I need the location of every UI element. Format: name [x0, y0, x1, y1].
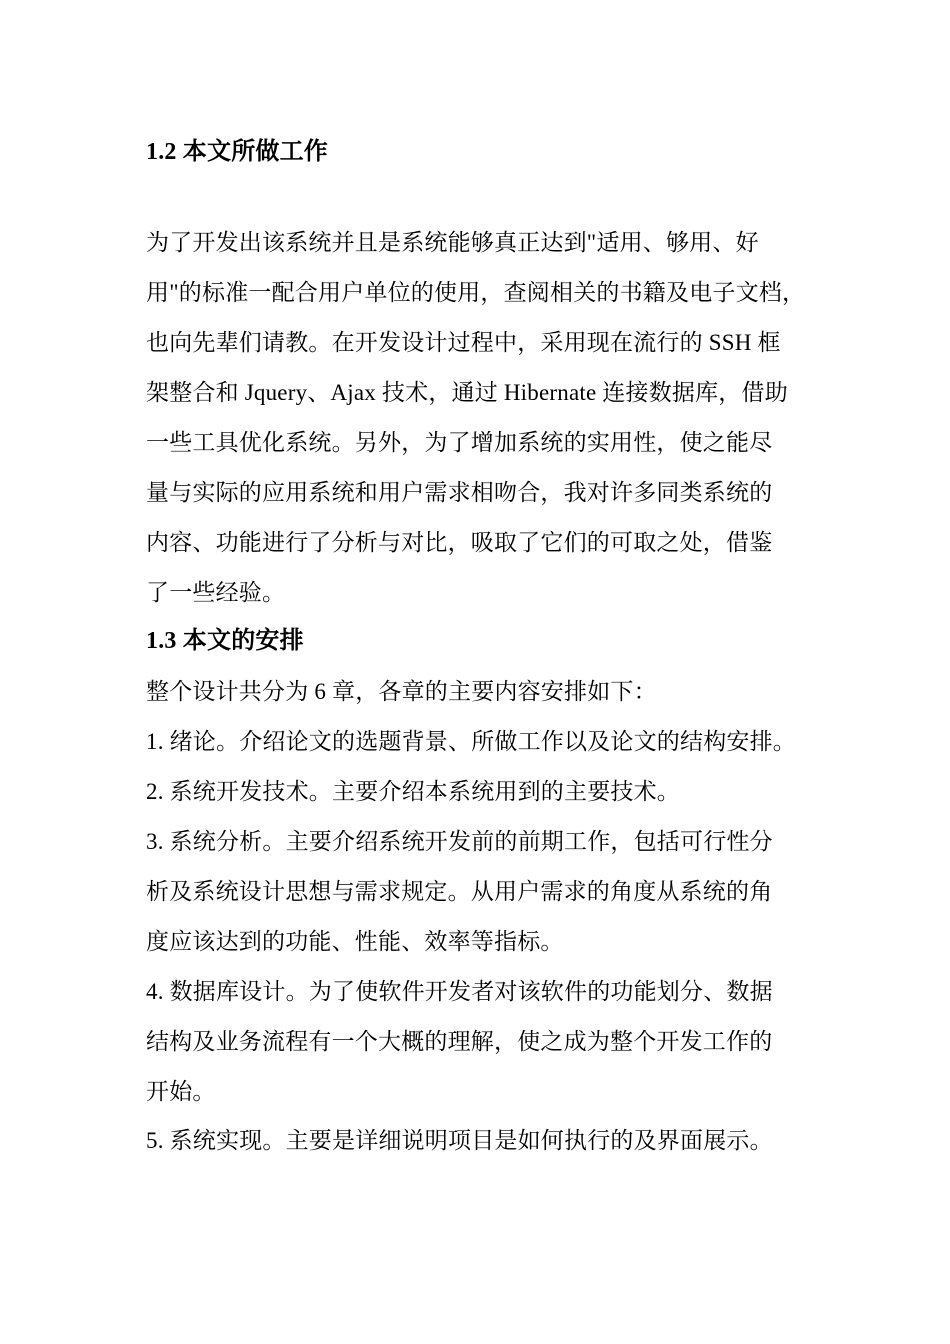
paragraph-line: 内容、功能进行了分析与对比，吸取了它们的可取之处，借鉴 — [146, 530, 773, 555]
section-heading-1-3: 1.3 本文的安排 — [146, 628, 304, 654]
list-item-continuation: 开始。 — [146, 1079, 216, 1104]
paragraph-line: 为了开发出该系统并且是系统能够真正达到"适用、够用、好 — [146, 230, 759, 255]
list-item: 1. 绪论。介绍论文的选题背景、所做工作以及论文的结构安排。 — [146, 729, 796, 754]
paragraph-line: 了一些经验。 — [146, 580, 286, 605]
list-item-continuation: 析及系统设计思想与需求规定。从用户需求的角度从系统的角 — [146, 879, 773, 904]
paragraph-line: 量与实际的应用系统和用户需求相吻合，我对许多同类系统的 — [146, 480, 773, 505]
paragraph-line: 也向先辈们请教。在开发设计过程中，采用现在流行的 SSH 框 — [146, 330, 781, 355]
section-heading-1-2: 1.2 本文所做工作 — [146, 139, 328, 165]
list-item: 4. 数据库设计。为了使软件开发者对该软件的功能划分、数据 — [146, 979, 773, 1004]
paragraph-line: 架整合和 Jquery、Ajax 技术，通过 Hibernate 连接数据库，借助 — [146, 380, 788, 405]
list-item-continuation: 结构及业务流程有一个大概的理解，使之成为整个开发工作的 — [146, 1029, 773, 1054]
list-item: 5. 系统实现。主要是详细说明项目是如何执行的及界面展示。 — [146, 1128, 773, 1153]
section-1-3-intro: 整个设计共分为 6 章，各章的主要内容安排如下： — [146, 679, 657, 704]
list-item: 3. 系统分析。主要介绍系统开发前的前期工作，包括可行性分 — [146, 829, 773, 854]
paragraph-line: 用"的标准一配合用户单位的使用，查阅相关的书籍及电子文档， — [146, 280, 806, 305]
list-item-continuation: 度应该达到的功能、性能、效率等指标。 — [146, 929, 564, 954]
paragraph-line: 一些工具优化系统。另外，为了增加系统的实用性，使之能尽 — [146, 430, 773, 455]
list-item: 2. 系统开发技术。主要介绍本系统用到的主要技术。 — [146, 779, 680, 804]
